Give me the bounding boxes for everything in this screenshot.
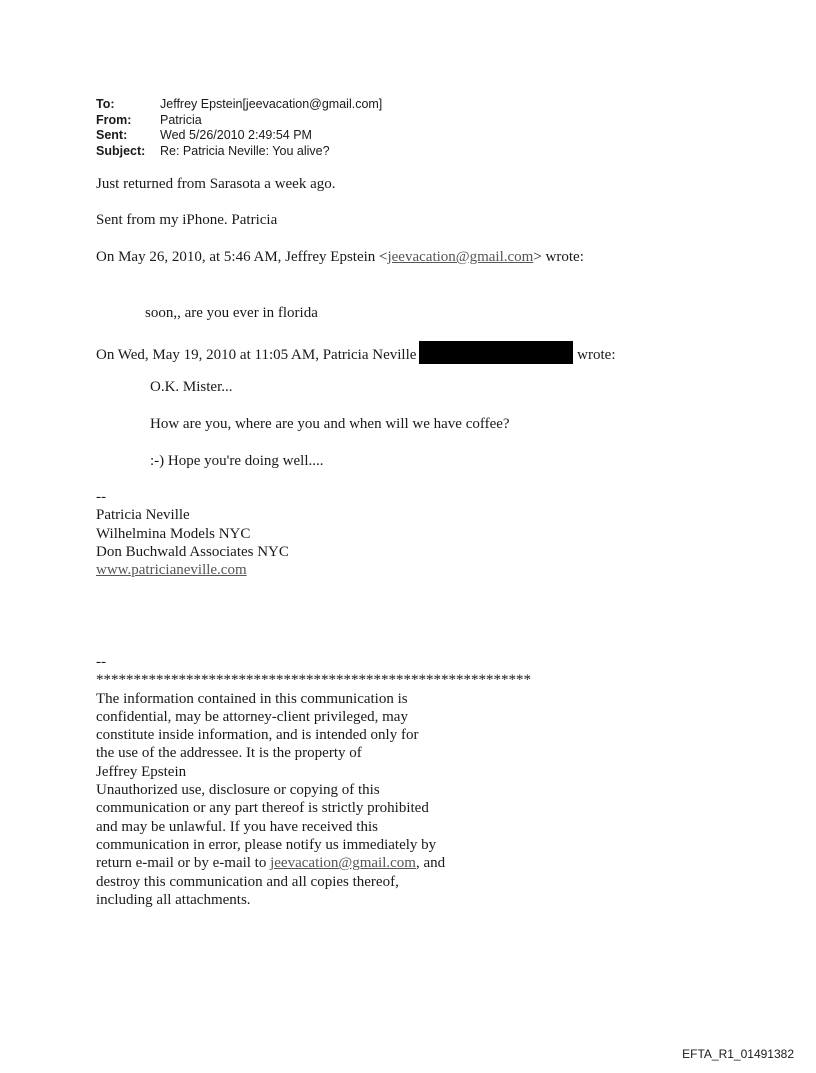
sent-row [96, 128, 382, 144]
sig-agency-2: Don Buchwald Associates NYC [96, 543, 289, 560]
from-row [96, 113, 382, 129]
notify-suffix: , and [415, 855, 446, 872]
to-label: To: [96, 97, 115, 111]
sig-agency-1: Wilhelmina Models NYC [96, 525, 251, 542]
disclaimer-line: constitute inside information, and is intended only for [96, 727, 419, 744]
disclaimer-notify-line [96, 854, 531, 872]
msg-line-mister: O.K. Mister... [150, 379, 233, 395]
disclaimer-line: the use of the addressee. It is the property of [96, 745, 362, 762]
disclaimer-dash: -- [96, 654, 106, 670]
sent-label: Sent: [96, 128, 128, 142]
sig-dash: -- [96, 489, 106, 505]
msg-line-hope: :-) Hope you're doing well.... [150, 453, 324, 469]
quote1-prefix: On May 26, 2010, at 5:46 AM, Jeffrey Epstein < [96, 249, 388, 265]
document-id: EFTA_R1_01491382 [682, 1047, 794, 1061]
subject-label: Subject: [96, 143, 146, 158]
sent-value: Wed 5/26/2010 2:49:54 PM [160, 128, 312, 142]
from-value: Patricia [160, 112, 202, 127]
disclaimer-line: confidential, may be attorney-client privileged, may [96, 708, 408, 725]
disclaimer-line: The information contained in this communication is [96, 690, 408, 707]
disclaimer-line-attachments: including all attachments. [96, 891, 251, 908]
body-line-iphone: Sent from my iPhone. Patricia [96, 212, 278, 228]
sig-website-link[interactable]: www.patricianeville.com [96, 562, 247, 579]
quote-header-1 [96, 248, 584, 266]
quote1-suffix: > wrote: [533, 249, 584, 265]
quote-header-2 [96, 341, 616, 364]
to-row [96, 97, 382, 113]
disclaimer-stars: ********************************************************** [96, 672, 531, 689]
body-line-returned: Just returned from Sarasota a week ago. [96, 176, 336, 192]
disclaimer-line: and may be unlawful. If you have received this [96, 818, 378, 835]
sig-name: Patricia Neville [96, 507, 190, 524]
email-header [96, 97, 382, 159]
quote2-prefix: On Wed, May 19, 2010 at 11:05 AM, Patricia Neville [96, 347, 417, 363]
disclaimer-line: Unauthorized use, disclosure or copying of this [96, 782, 380, 799]
disclaimer-line: communication or any part thereof is strictly prohibited [96, 800, 429, 817]
to-value: Jeffrey Epstein[jeevacation@gmail.com] [160, 97, 383, 111]
disclaimer-line-destroy: destroy this communication and all copies thereof, [96, 873, 399, 890]
notify-prefix: return e-mail or by e-mail to [96, 855, 271, 872]
reply-florida: soon,, are you ever in florida [145, 305, 318, 321]
quote1-email-link[interactable]: jeevacation@gmail.com [387, 249, 534, 265]
notify-email-link[interactable]: jeevacation@gmail.com [270, 855, 416, 872]
quote2-suffix: wrote: [577, 347, 616, 363]
from-label: From: [96, 112, 132, 127]
msg-line-coffee: How are you, where are you and when will we have coffee? [150, 416, 510, 432]
disclaimer-line: communication in error, please notify us immediately by [96, 836, 437, 853]
subject-row [96, 144, 382, 160]
disclaimer-line: Jeffrey Epstein [96, 763, 187, 780]
signature [96, 488, 289, 579]
redaction-box [419, 341, 573, 364]
subject-value: Re: Patricia Neville: You alive? [160, 143, 330, 158]
disclaimer [96, 653, 531, 909]
